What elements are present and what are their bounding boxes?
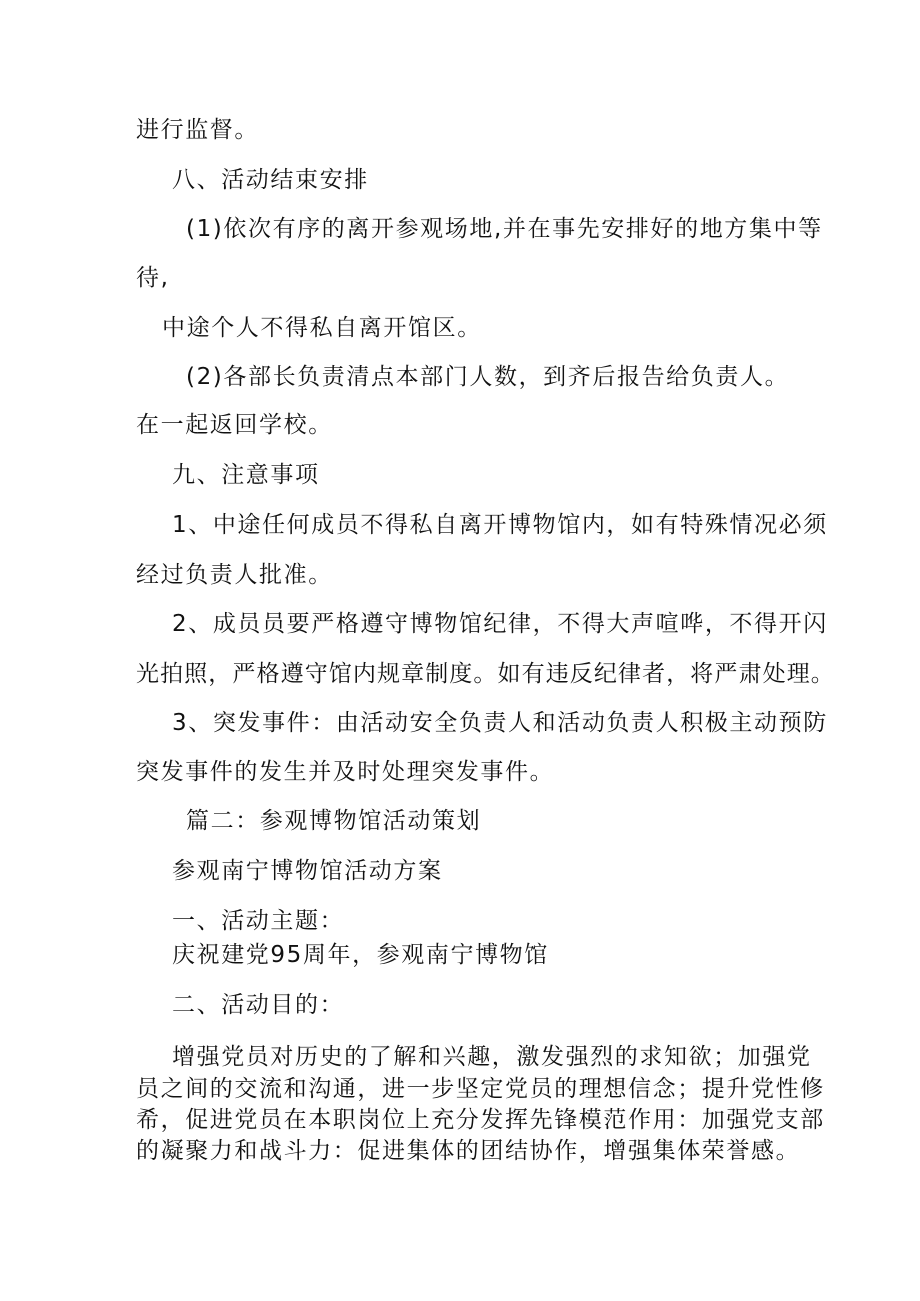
text-line-23: 的凝聚力和战斗力：促进集体的团结协作，增强集体荣誉感。 (136, 1138, 801, 1164)
section-heading-9: 九、注意事项 (172, 462, 320, 488)
text-line-6: (2)各部长负责清点本部门人数，到齐后报告给负责人。 (186, 364, 790, 390)
text-line-11: 2、成员员要严格遵守博物馆纪律，不得大声喧哗，不得开闪 (172, 611, 828, 637)
text-line-4: 待, (136, 265, 170, 291)
text-line-theme: 庆祝建党95周年，参观南宁博物馆 (172, 942, 549, 968)
section-heading-purpose: 二、活动目的： (172, 992, 345, 1018)
text-line-7: 在一起返回学校。 (136, 412, 333, 438)
part-two-title: 篇二：参观博物馆活动策划 (186, 808, 482, 834)
text-line-13: 3、突发事件：由活动安全负责人和活动负责人积极主动预防 (172, 710, 828, 736)
text-line-9: 1、中途任何成员不得私自离开博物馆内，如有特殊情况必须 (172, 512, 828, 538)
plan-title: 参观南宁博物馆活动方案 (172, 858, 443, 884)
text-line-22: 希，促进党员在本职岗位上充分发挥先锋模范作用：加强党支部 (136, 1107, 825, 1133)
text-line-21: 员之间的交流和沟通，进一步坚定党员的理想信念；提升党性修 (136, 1076, 825, 1102)
text-line-10: 经过负责人批准。 (136, 562, 333, 588)
text-line-3: (1)依次有序的离开参观场地,并在事先安排好的地方集中等 (186, 216, 823, 242)
text-line-1: 进行监督。 (136, 117, 259, 143)
text-line-5: 中途个人不得私自离开馆区。 (162, 315, 482, 341)
section-heading-8: 八、活动结束安排 (172, 167, 369, 193)
text-line-12: 光拍照，严格遵守馆内规章制度。如有违反纪律者，将严肃处理。 (136, 661, 835, 687)
text-line-14: 突发事件的发生并及时处理突发事件。 (136, 759, 555, 785)
section-heading-theme: 一、活动主题： (172, 908, 345, 934)
text-line-20: 增强党员对历史的了解和兴趣，激发强烈的求知欲；加强党 (172, 1044, 812, 1070)
